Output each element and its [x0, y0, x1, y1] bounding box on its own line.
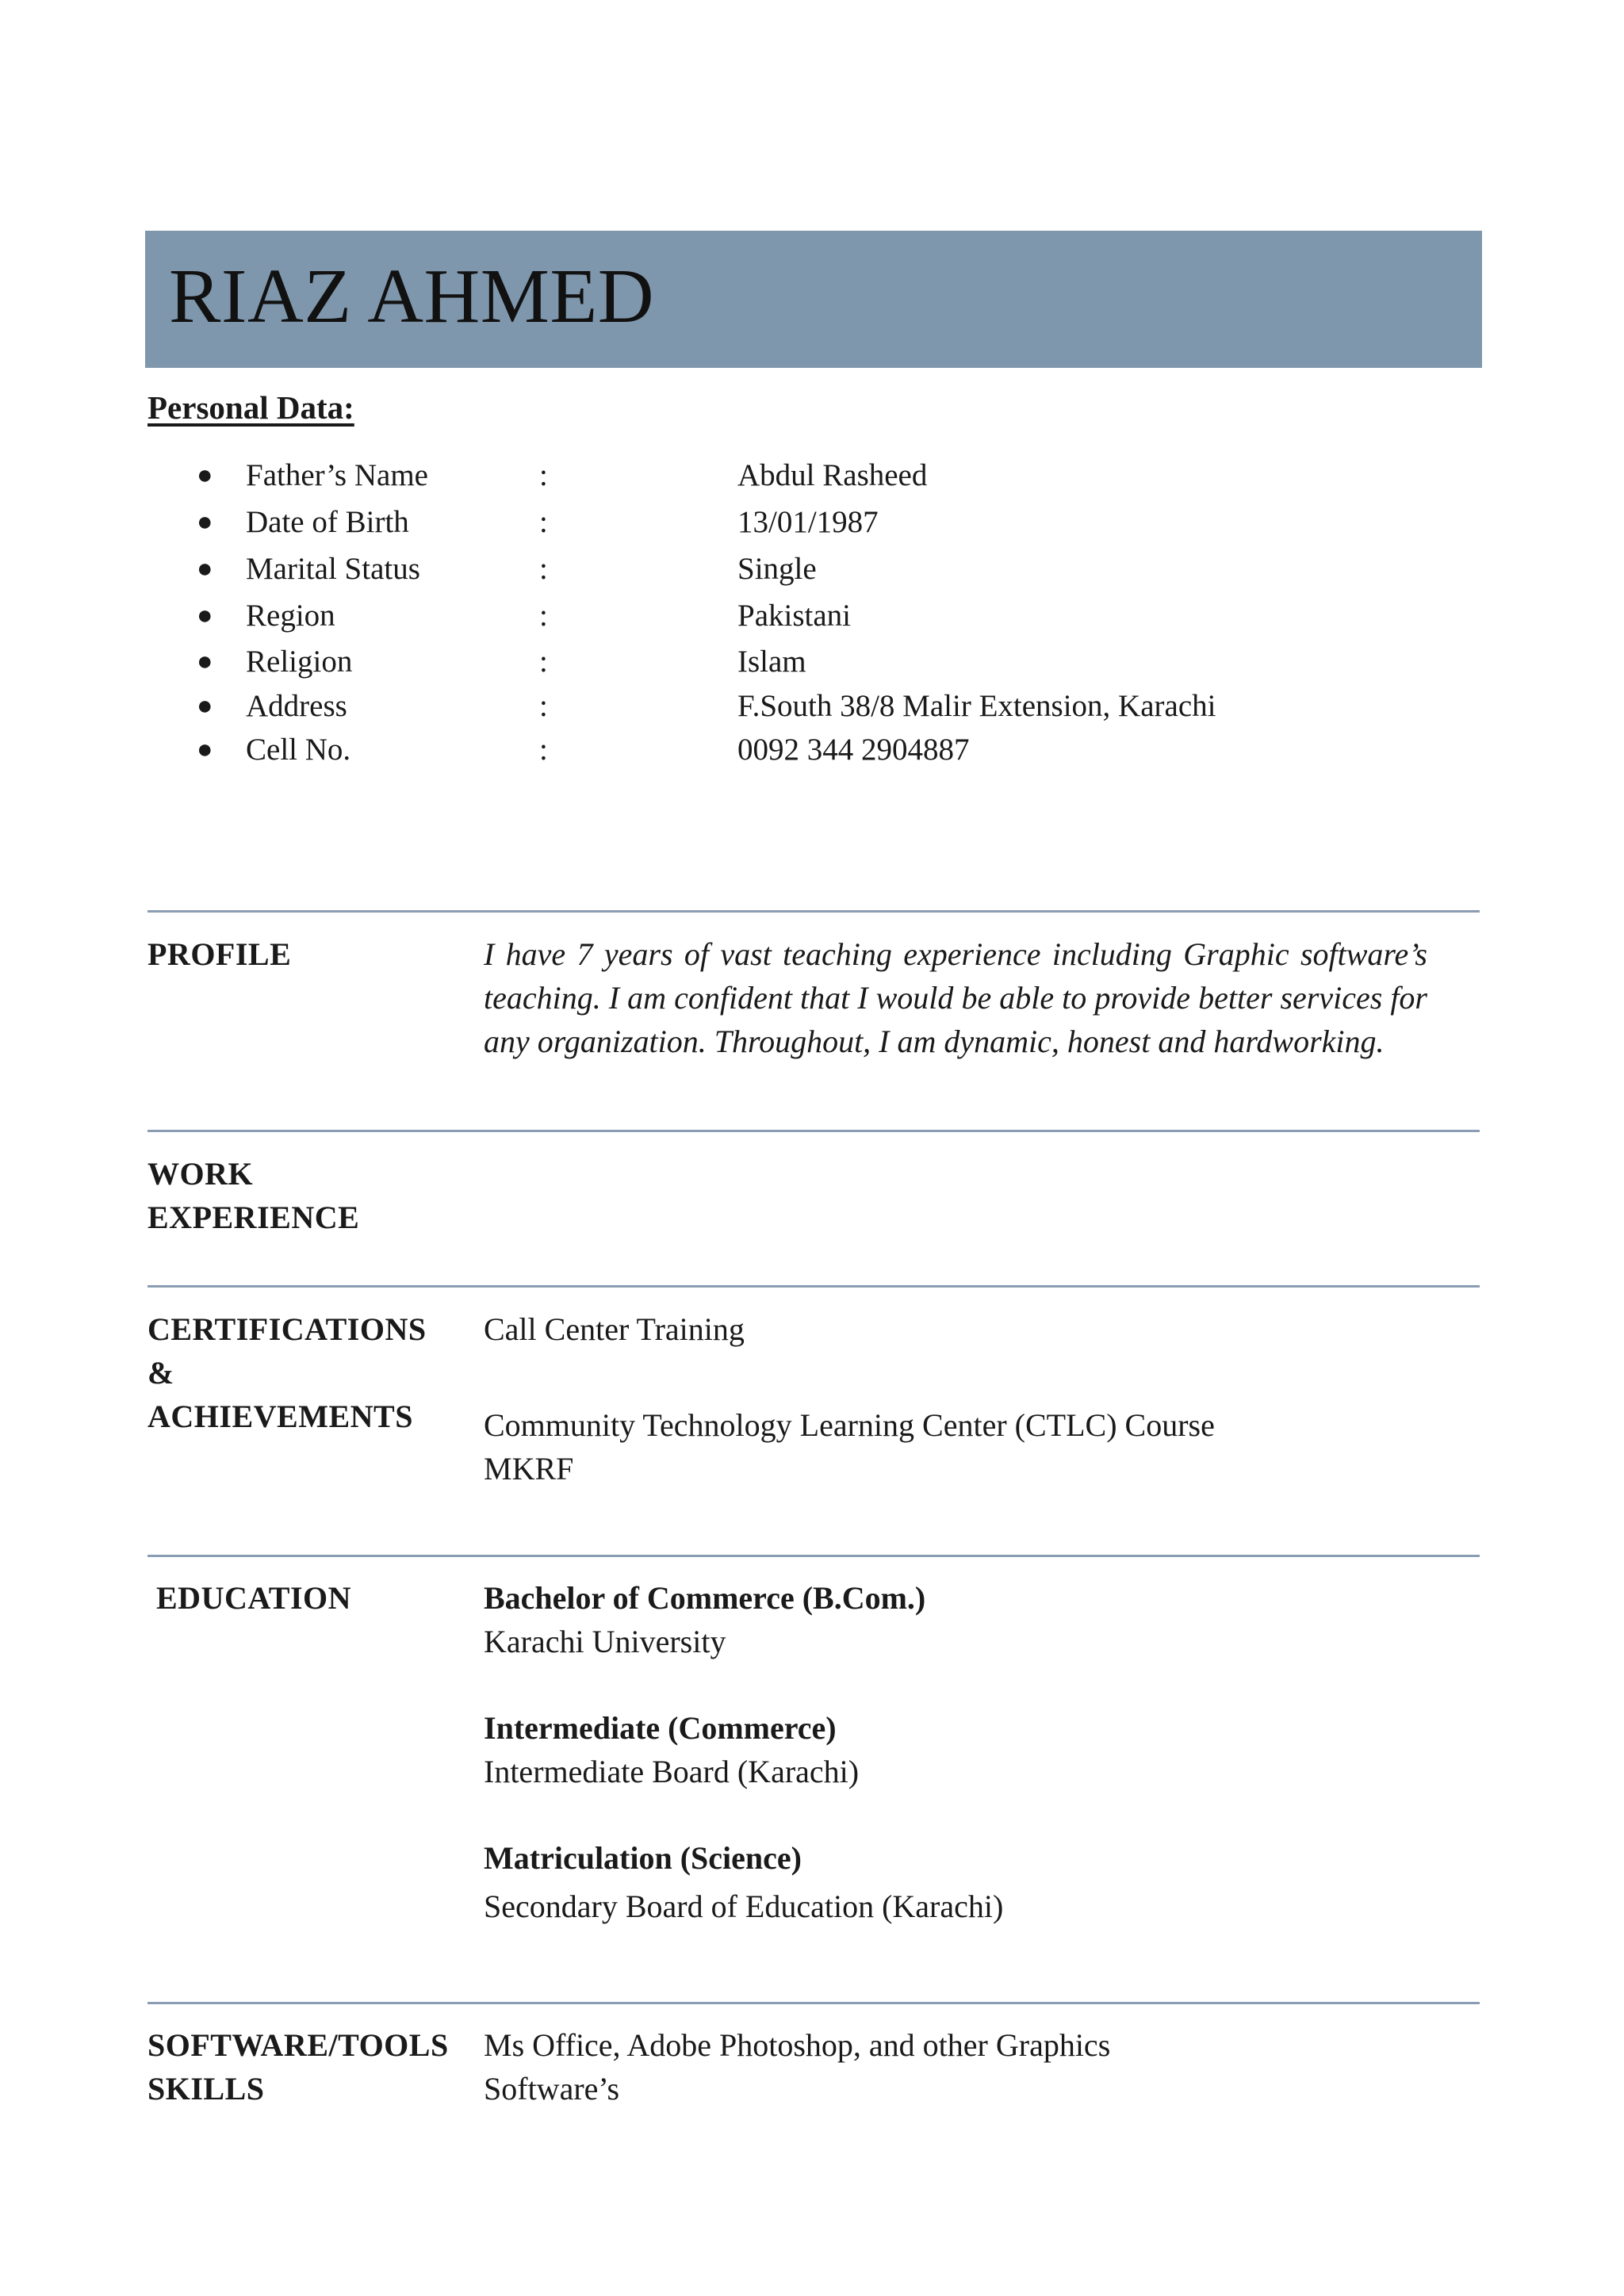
section-divider — [147, 910, 1480, 913]
certifications-body — [484, 1307, 1427, 1490]
certifications-label-line: CERTIFICATIONS — [147, 1311, 427, 1347]
personal-item-value: Abdul Rasheed — [737, 458, 928, 492]
personal-item-cell-no — [0, 730, 1624, 770]
personal-item-label: Address — [246, 689, 347, 723]
bullet-icon: ● — [197, 461, 213, 490]
personal-item-colon: : — [539, 599, 548, 633]
skills-label — [147, 2023, 465, 2110]
education-institution: Karachi University — [484, 1624, 726, 1659]
skills-text-line: Ms Office, Adobe Photoshop, and other Graphics — [484, 2027, 1111, 2063]
certifications-label — [147, 1307, 465, 1438]
personal-item-value: Single — [737, 552, 817, 586]
personal-item-value: 0092 344 2904887 — [737, 733, 970, 767]
personal-data-heading: Personal Data: — [147, 389, 354, 426]
certification-item: Call Center Training — [484, 1311, 745, 1347]
certifications-label-line: & — [147, 1355, 174, 1391]
section-divider — [147, 1130, 1480, 1132]
personal-item-label: Marital Status — [246, 552, 420, 586]
personal-item-father-name — [0, 456, 1624, 496]
education-institution: Intermediate Board (Karachi) — [484, 1754, 860, 1789]
skills-body — [484, 2023, 1427, 2110]
skills-label-line: SOFTWARE/TOOLS — [147, 2027, 449, 2063]
bullet-icon: ● — [197, 601, 213, 630]
personal-item-address — [0, 687, 1624, 726]
personal-data-list — [0, 0, 1624, 793]
personal-item-colon: : — [539, 689, 548, 723]
section-divider — [147, 1555, 1480, 1557]
personal-item-colon: : — [539, 505, 548, 539]
personal-item-colon: : — [539, 645, 548, 679]
personal-item-value: Islam — [737, 645, 806, 679]
certifications-label-line: ACHIEVEMENTS — [147, 1399, 413, 1434]
section-divider — [147, 2002, 1480, 2004]
work-experience-label — [147, 1152, 465, 1239]
personal-item-label: Father’s Name — [246, 458, 428, 492]
personal-item-colon: : — [539, 458, 548, 492]
education-label: EDUCATION — [156, 1580, 352, 1616]
bullet-icon: ● — [197, 554, 213, 584]
personal-item-label: Date of Birth — [246, 505, 409, 539]
personal-item-label: Region — [246, 599, 335, 633]
education-degree: Intermediate (Commerce) — [484, 1710, 837, 1746]
work-label-line: WORK — [147, 1156, 254, 1192]
personal-item-date-of-birth — [0, 503, 1624, 542]
profile-label: PROFILE — [147, 936, 292, 972]
certification-item: MKRF — [484, 1451, 574, 1487]
candidate-name: RIAZ AHMED — [169, 254, 655, 339]
personal-item-value: Pakistani — [737, 599, 851, 633]
personal-item-label: Cell No. — [246, 733, 351, 767]
personal-item-value: F.South 38/8 Malir Extension, Karachi — [737, 689, 1216, 723]
personal-item-colon: : — [539, 733, 548, 767]
certification-item: Community Technology Learning Center (CTLC) Course — [484, 1407, 1215, 1443]
personal-item-religion — [0, 642, 1624, 682]
personal-item-colon: : — [539, 552, 548, 586]
skills-label-line: SKILLS — [147, 2071, 265, 2107]
bullet-icon: ● — [197, 507, 213, 537]
education-institution: Secondary Board of Education (Karachi) — [484, 1888, 1004, 1924]
personal-item-value: 13/01/1987 — [737, 505, 879, 539]
bullet-icon: ● — [197, 691, 213, 721]
bullet-icon: ● — [197, 647, 213, 676]
education-degree: Bachelor of Commerce (B.Com.) — [484, 1580, 926, 1616]
personal-item-label: Religion — [246, 645, 353, 679]
personal-item-marital-status — [0, 549, 1624, 589]
education-body — [484, 1576, 1427, 1928]
work-label-line: EXPERIENCE — [147, 1200, 360, 1235]
profile-body — [484, 932, 1427, 1063]
personal-item-region — [0, 596, 1624, 636]
section-divider — [147, 1285, 1480, 1288]
education-degree: Matriculation (Science) — [484, 1840, 802, 1876]
skills-text-line: Software’s — [484, 2071, 620, 2107]
profile-text: I have 7 years of vast teaching experience including Graphic software’s teaching. I am confident that I would be able to provide better services for any organization. Throughout, I am dynamic, honest and hardworking. — [484, 936, 1427, 1059]
bullet-icon: ● — [197, 735, 213, 764]
